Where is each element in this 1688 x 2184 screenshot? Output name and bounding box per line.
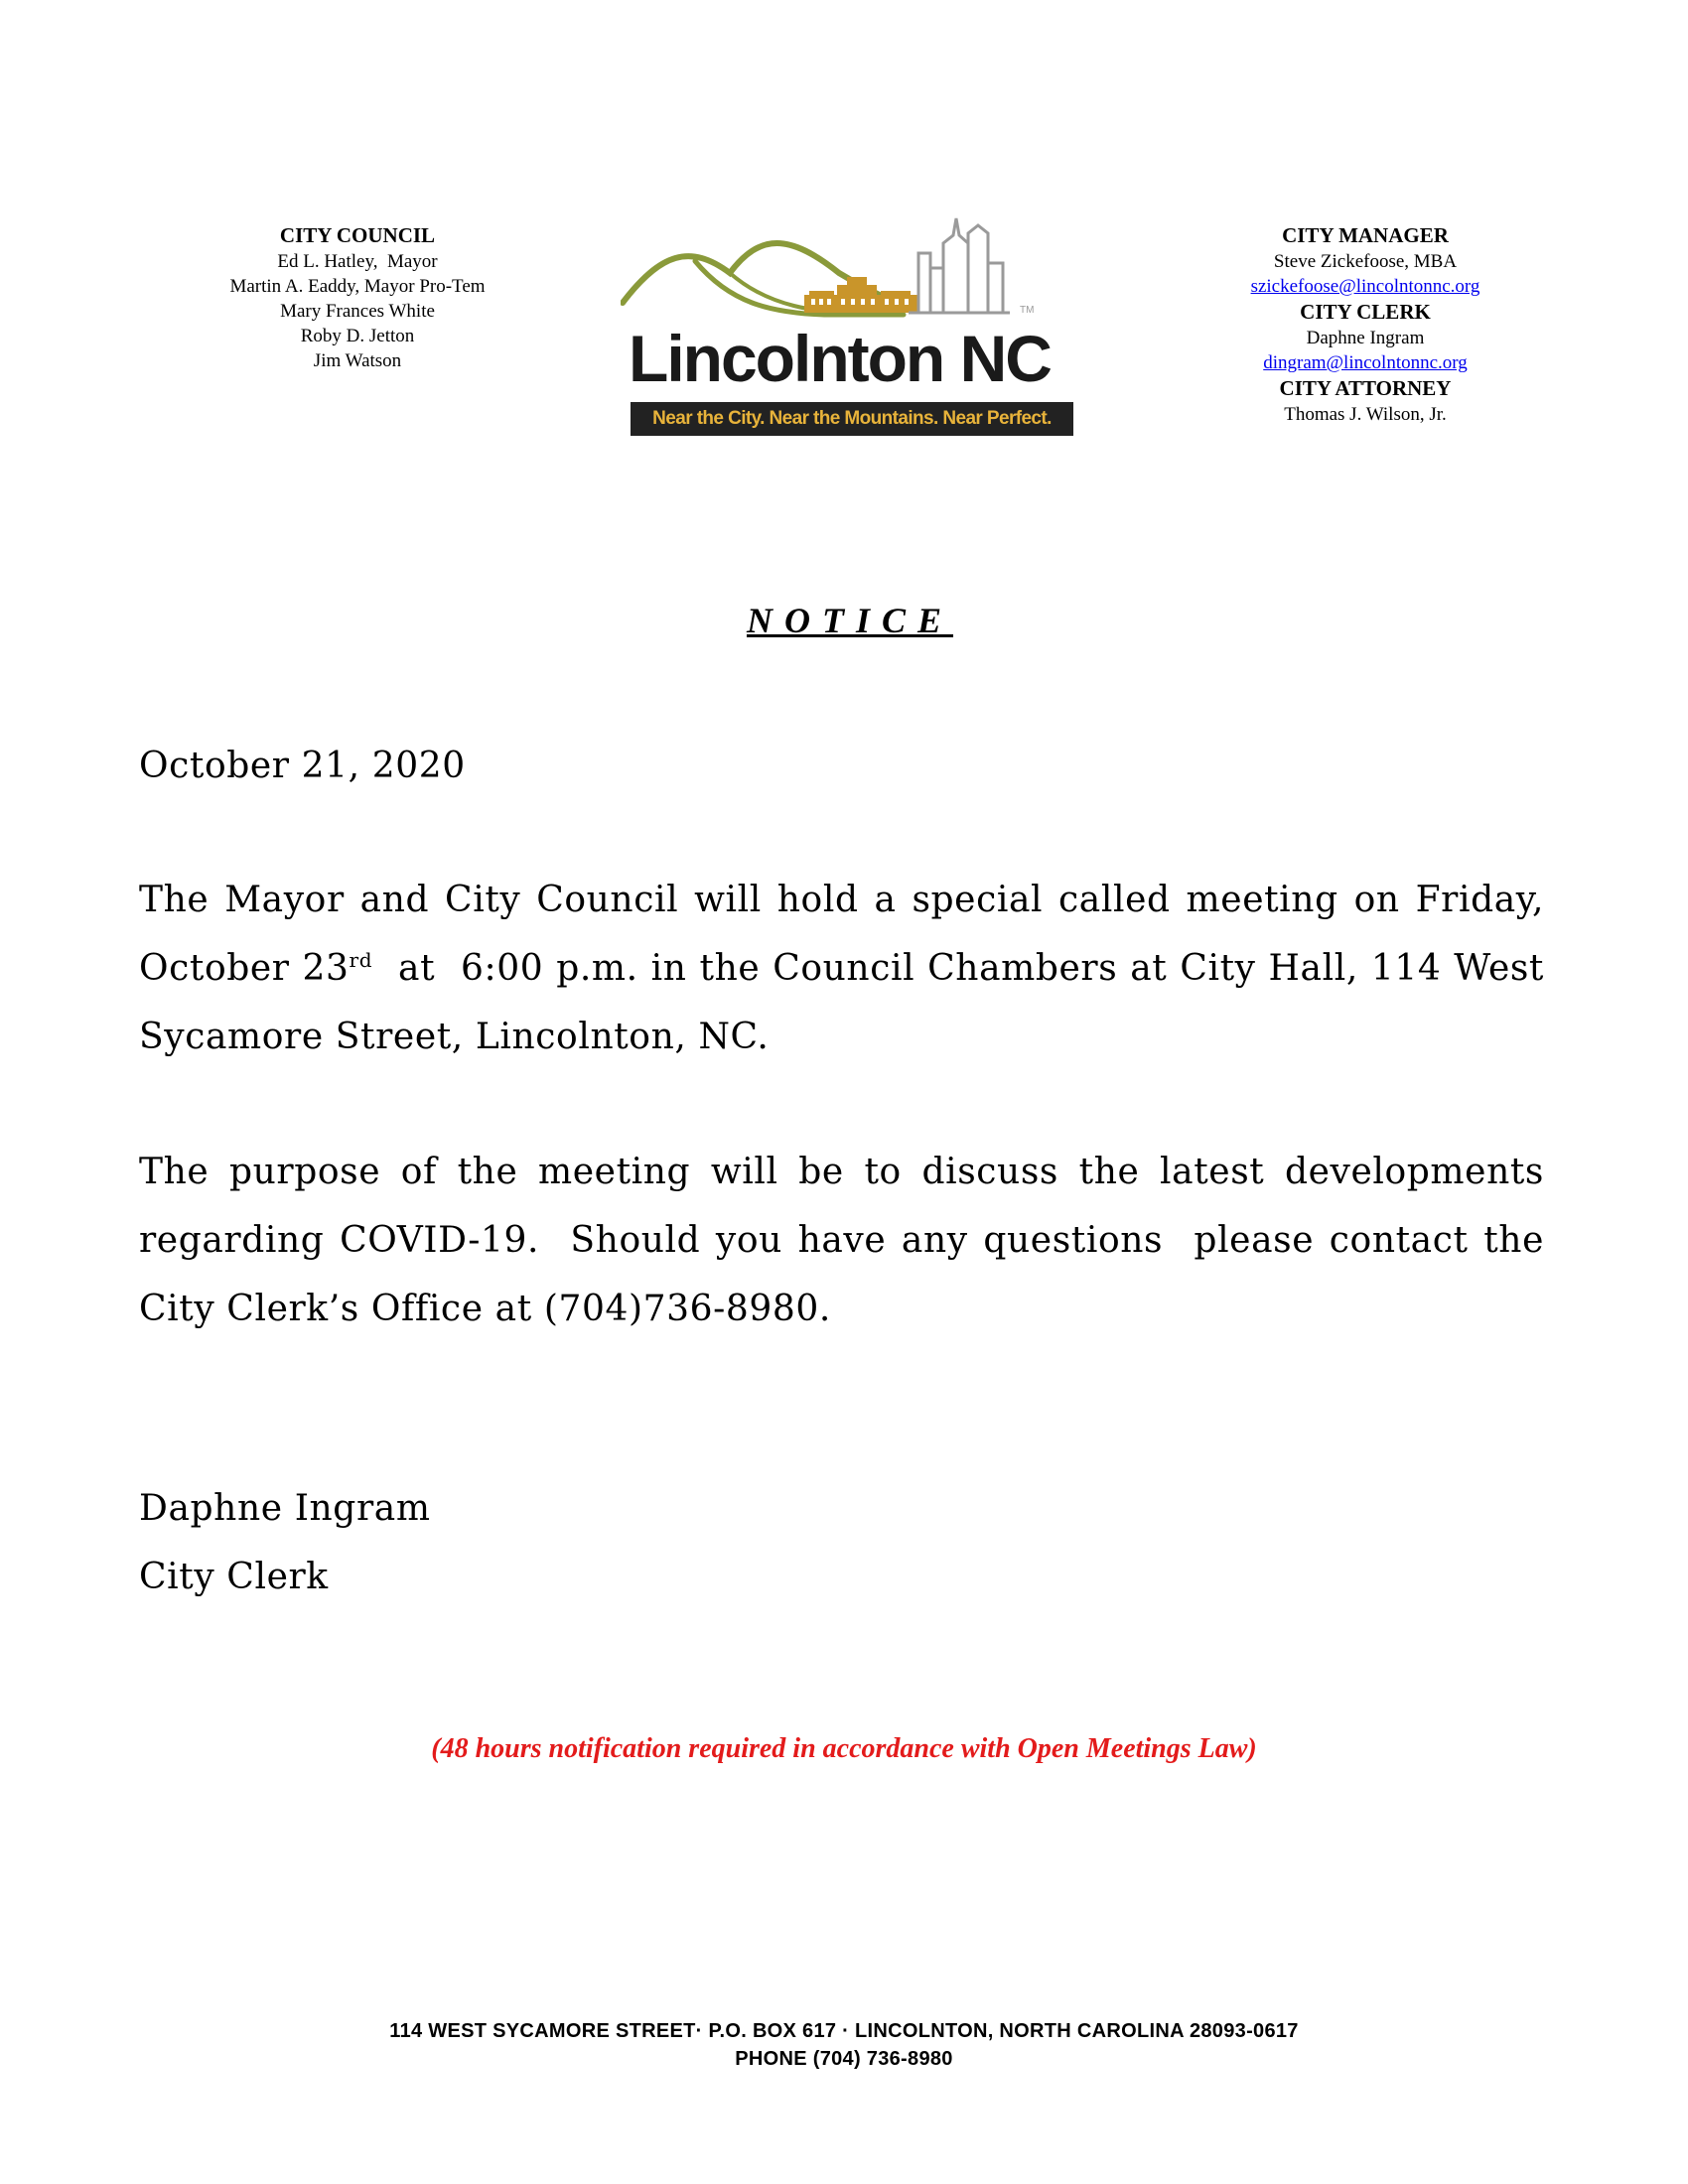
city-attorney-name: Thomas J. Wilson, Jr. bbox=[1284, 404, 1447, 425]
city-council-heading: CITY COUNCIL bbox=[279, 223, 436, 247]
council-member: Roby D. Jetton bbox=[300, 326, 415, 346]
notice-title bbox=[0, 600, 1688, 641]
logo-artwork bbox=[621, 213, 1077, 333]
city-clerk-heading: CITY CLERK bbox=[1300, 300, 1431, 324]
city-manager-name: Steve Zickefoose, MBA bbox=[1273, 251, 1458, 272]
city-staff-block bbox=[1177, 222, 1554, 427]
footer-phone: PHONE (704) 736-8980 bbox=[735, 2048, 953, 2070]
meeting-paragraph bbox=[139, 866, 1557, 1071]
footer-address: 114 WEST SYCAMORE STREET· P.O. BOX 617 · LINCOLNTON, NORTH CAROLINA 28093-0617 bbox=[389, 2020, 1299, 2042]
city-manager-email-link[interactable]: szickefoose@lincolntonnc.org bbox=[1250, 276, 1480, 297]
buildings-graphic bbox=[804, 277, 918, 313]
logo-tagline: Near the City. Near the Mountains. Near Perfect. bbox=[631, 402, 1073, 436]
city-clerk-name: Daphne Ingram bbox=[1306, 328, 1425, 348]
page-footer bbox=[0, 2017, 1688, 2073]
council-member: Ed L. Hatley, Mayor bbox=[277, 251, 438, 272]
meeting-text-end: at 6:00 p.m. in the Council Chambers at City Hall, 114 West Sycamore Street, Lincolnton, NC. bbox=[139, 948, 1557, 1057]
city-clerk-email-link[interactable]: dingram@lincolntonnc.org bbox=[1263, 352, 1468, 373]
city-council-block bbox=[189, 222, 526, 373]
ordinal-suffix: rd bbox=[349, 948, 373, 972]
lincolnton-logo bbox=[621, 213, 1077, 442]
signer-title: City Clerk bbox=[139, 1557, 329, 1597]
city-manager-heading: CITY MANAGER bbox=[1282, 223, 1449, 247]
council-member: Jim Watson bbox=[313, 350, 402, 371]
notice-title-text: NOTICE bbox=[746, 601, 954, 640]
open-meetings-footnote: (48 hours notification required in accordance with Open Meetings Law) bbox=[431, 1733, 1257, 1764]
city-attorney-heading: CITY ATTORNEY bbox=[1279, 376, 1452, 400]
signature-block bbox=[139, 1474, 1544, 1611]
city-skyline-graphic bbox=[909, 218, 1010, 313]
signer-name: Daphne Ingram bbox=[139, 1488, 431, 1529]
meeting-text-start: The Mayor and City Council will hold a special called meeting on Friday, October 23 bbox=[139, 880, 1544, 989]
purpose-paragraph: The purpose of the meeting will be to discuss the latest developments regarding COVID-19. Should you have any questions please contact the City Clerk’s Office at (704)736-8980. bbox=[139, 1152, 1557, 1329]
notice-date: October 21, 2020 bbox=[139, 746, 466, 786]
council-member: Mary Frances White bbox=[280, 301, 435, 322]
logo-name: Lincolnton NC bbox=[629, 322, 1051, 395]
trademark-symbol: TM bbox=[1020, 305, 1035, 316]
council-member: Martin A. Eaddy, Mayor Pro-Tem bbox=[229, 276, 486, 297]
